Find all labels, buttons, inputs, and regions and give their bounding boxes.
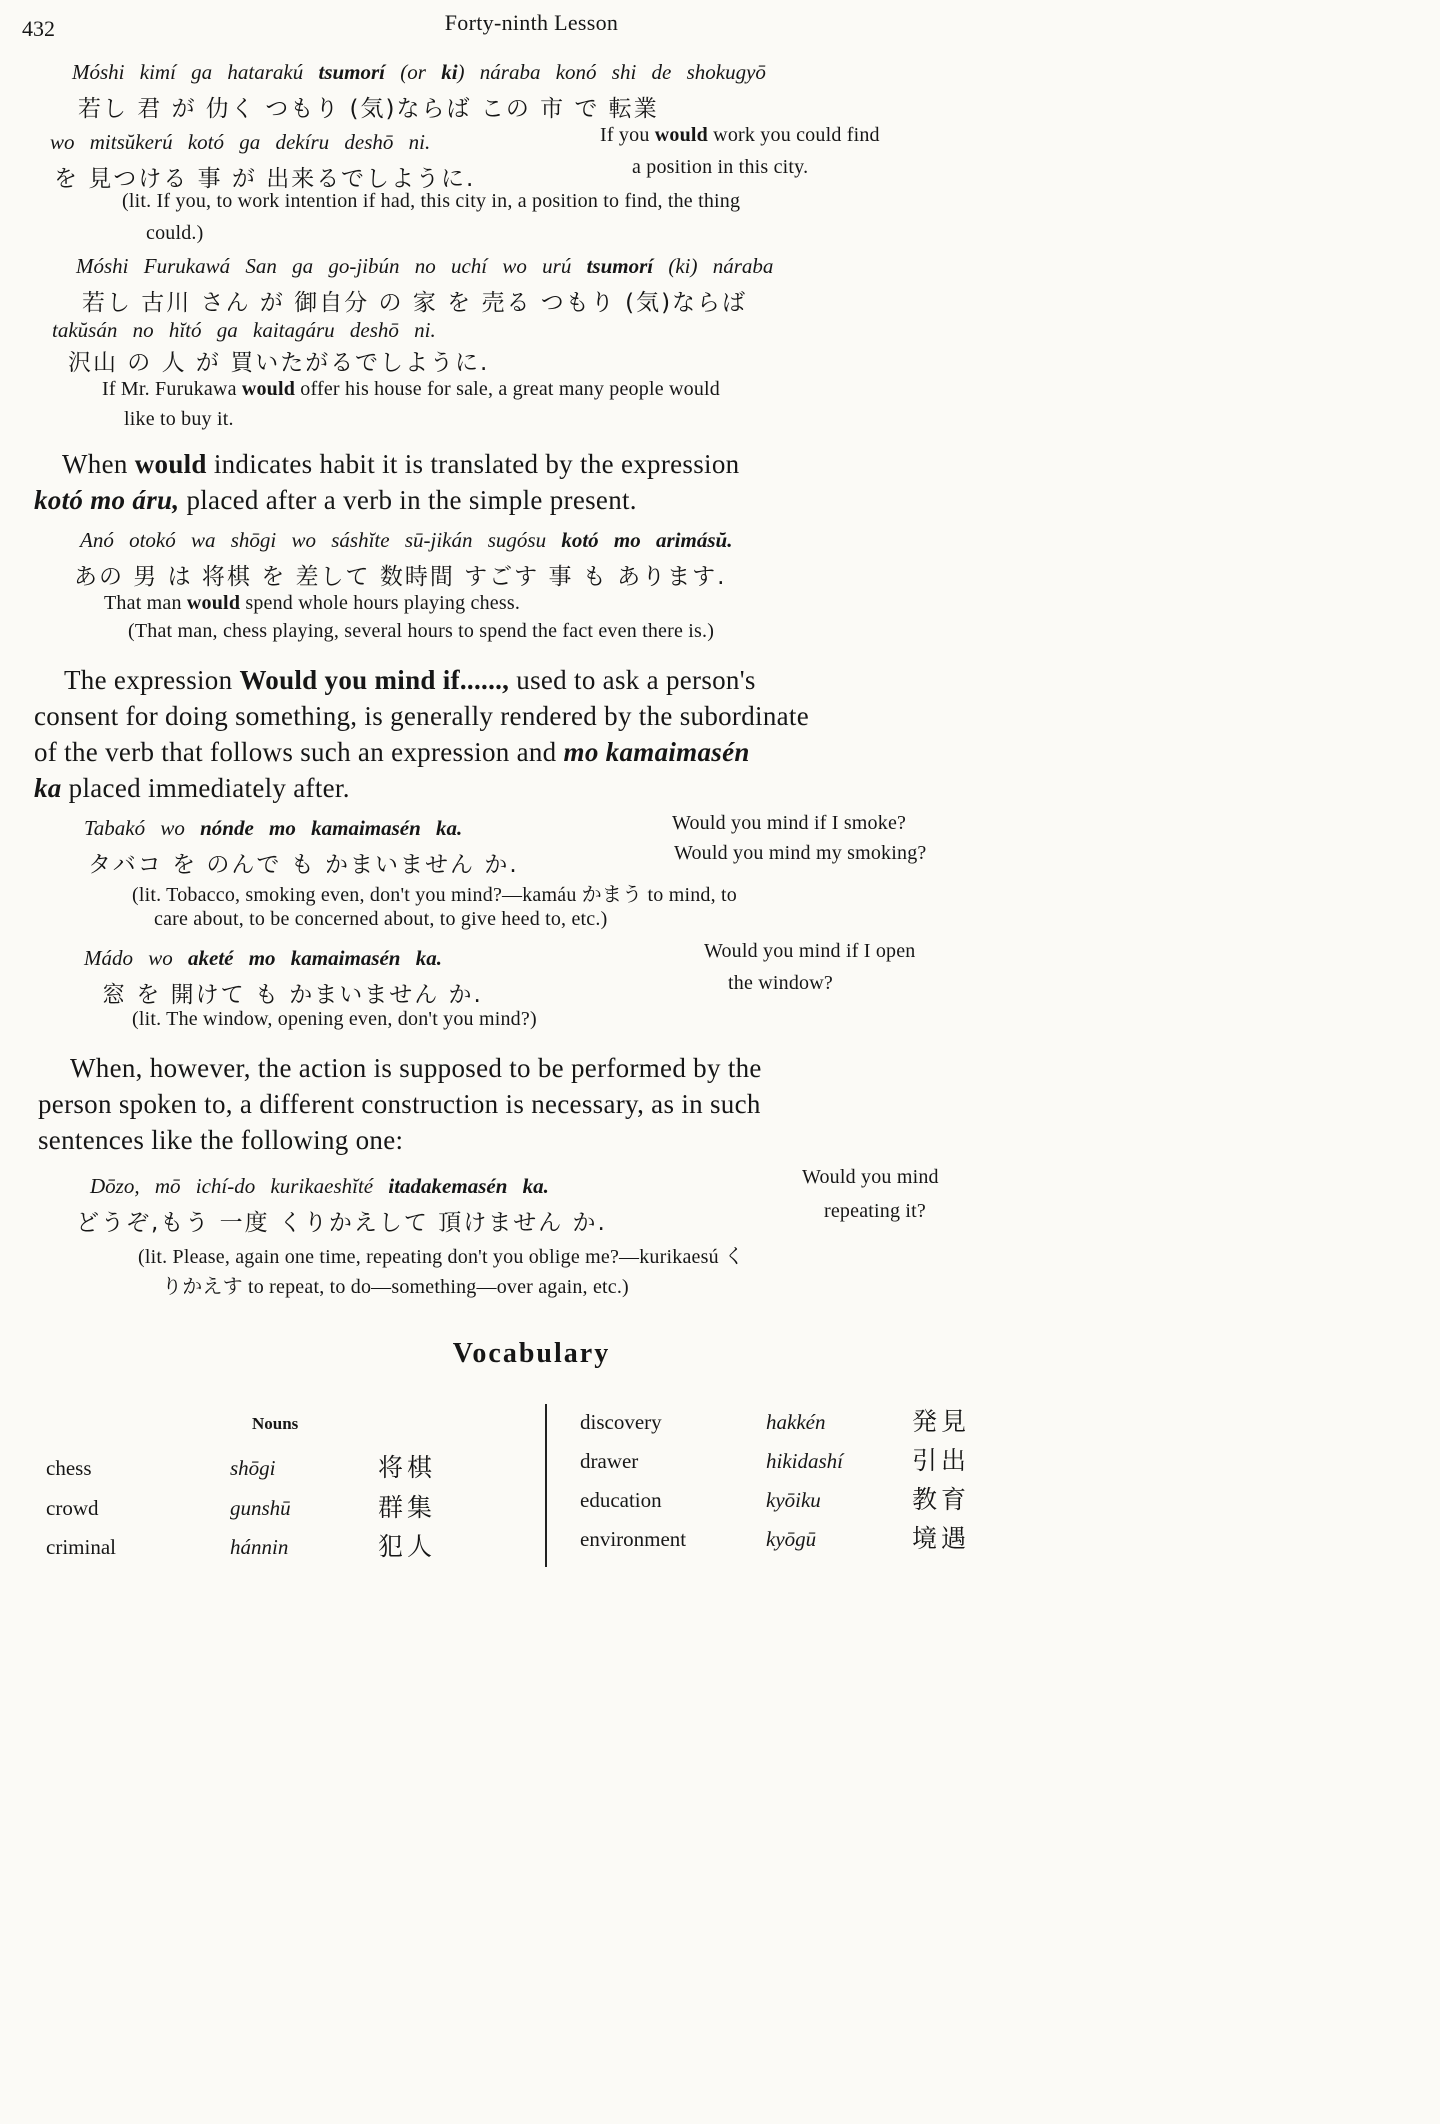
example-2-romaji-line-1	[76, 254, 773, 279]
nouns-header: Nouns	[252, 1414, 299, 1433]
example-3-translation	[104, 592, 520, 615]
romaji-text: (ki) náraba	[653, 254, 774, 278]
keyword: mo kamaimasén	[563, 737, 750, 767]
paragraph-line: consent for doing something, is generally rendered by the subordinate	[34, 701, 809, 731]
example-6-literal-1: (lit. Please, again one time, repeating don't you oblige me?—kurikaesú く	[138, 1246, 745, 1268]
example-4-japanese: タバコ を のんで も かまいません か.	[88, 852, 519, 878]
paragraph-line	[34, 734, 1034, 770]
vocab-english: crowd	[46, 1496, 99, 1520]
vocab-kanji: 発見	[912, 1407, 971, 1436]
paragraph-text: of the verb that follows such an expression and	[34, 737, 564, 767]
vocabulary-divider	[545, 1404, 547, 1567]
paragraph-line	[62, 446, 1022, 482]
paragraph-habit	[34, 446, 1022, 518]
vocab-english: environment	[580, 1527, 687, 1551]
vocab-kanji: 群集	[378, 1493, 437, 1522]
keyword: would	[186, 592, 241, 614]
paragraph-line: When, however, the action is supposed to be performed by the	[70, 1053, 762, 1083]
example-3-literal: (That man, chess playing, several hours to spend the fact even there is.)	[128, 620, 715, 642]
keyword: Would you mind if......,	[239, 665, 510, 695]
translation-text: That man	[104, 592, 187, 614]
example-1-japanese-line-2: を 見つける 事 が 出来るでしように.	[54, 166, 476, 192]
example-4-romaji	[84, 816, 462, 841]
page-number: 432	[22, 16, 55, 41]
example-4-translation-1: Would you mind if I smoke?	[672, 812, 907, 834]
example-1-romaji-line-1	[72, 60, 766, 85]
example-2-romaji-line-2: takŭsán no hĭtó ga kaitagáru deshō ni.	[52, 318, 436, 342]
keyword: aketé mo kamaimasén ka.	[188, 946, 442, 970]
romaji-text: (or	[385, 60, 442, 84]
keyword: kotó mo áru,	[34, 485, 180, 515]
example-6-literal-2: りかえす to repeat, to do—something—over again, etc.)	[162, 1276, 629, 1298]
example-5-japanese: 窓 を 開けて も かまいません か.	[102, 982, 483, 1008]
romaji-text: Anó otokó wa shōgi wo sáshĭte sū-jikán sugósu	[80, 528, 562, 552]
keyword: ki	[441, 60, 458, 84]
vocab-romaji: hikidashí	[766, 1449, 843, 1473]
keyword: ka	[34, 773, 62, 803]
example-6-translation-1: Would you mind	[802, 1166, 939, 1188]
vocab-romaji: kyōiku	[766, 1488, 821, 1512]
vocab-kanji: 犯人	[378, 1532, 437, 1561]
example-4-literal-2: care about, to be concerned about, to give heed to, etc.)	[154, 908, 608, 930]
example-6-japanese: どうぞ,もう 一度 くりかえして 頂けません か.	[76, 1210, 607, 1236]
vocab-english: education	[580, 1488, 662, 1512]
example-1-translation-line-2: a position in this city.	[632, 156, 809, 178]
example-3-japanese: あの 男 は 将棋 を 差して 数時間 すごす 事 も あります.	[74, 564, 727, 590]
example-4-translation-2: Would you mind my smoking?	[674, 842, 927, 864]
example-3-romaji	[80, 528, 732, 553]
paragraph-would-you-mind	[34, 662, 1034, 806]
paragraph-text: used to ask a person's	[509, 665, 756, 695]
romaji-text: Móshi Furukawá San ga go-jibún no uchí wo urú	[76, 254, 587, 278]
translation-text: offer his house for sale, a great many people would	[295, 378, 720, 400]
paragraph-text: placed after a verb in the simple present.	[179, 485, 637, 515]
paragraph-text: placed immediately after.	[61, 773, 350, 803]
keyword: would	[134, 449, 207, 479]
paragraph-line: sentences like the following one:	[38, 1125, 404, 1155]
example-5-translation-2: the window?	[728, 972, 833, 994]
example-2-translation-line-2: like to buy it.	[124, 408, 234, 430]
example-5-romaji	[84, 946, 442, 971]
example-5-literal: (lit. The window, opening even, don't you mind?)	[132, 1008, 537, 1030]
example-1-literal-line-1: (lit. If you, to work intention if had, this city in, a position to find, the thing	[122, 190, 741, 212]
vocab-english: drawer	[580, 1449, 639, 1473]
keyword: nónde mo kamaimasén ka.	[200, 816, 463, 840]
translation-text: spend whole hours playing chess.	[240, 592, 521, 614]
romaji-text: Mádo wo	[84, 946, 188, 970]
example-4-literal-1: (lit. Tobacco, smoking even, don't you mind?—kamáu かまう to mind, to	[132, 884, 737, 906]
vocab-romaji: hánnin	[230, 1535, 289, 1559]
romaji-text: ) náraba konó shi de shokugyō	[457, 60, 766, 84]
keyword: tsumorí	[586, 254, 654, 278]
keyword: itadakemasén ka.	[388, 1174, 549, 1198]
romaji-text: Tabakó wo	[84, 816, 201, 840]
keyword: kotó mo arimásŭ.	[561, 528, 733, 552]
keyword: would	[241, 378, 296, 400]
paragraph-text: When	[62, 449, 135, 479]
vocab-english: chess	[46, 1456, 92, 1480]
paragraph-different-construction	[38, 1050, 1038, 1158]
translation-text: work you could find	[707, 124, 880, 146]
running-head: Forty-ninth Lesson	[444, 10, 619, 35]
example-2-japanese-line-2: 沢山 の 人 が 買いたがるでしように.	[68, 350, 490, 376]
paragraph-line: person spoken to, a different construction is necessary, as in such	[38, 1089, 761, 1119]
translation-text: If you	[600, 124, 655, 146]
vocab-romaji: shōgi	[230, 1456, 276, 1480]
example-1-translation-line-1	[600, 124, 880, 147]
paragraph-text: The expression	[64, 665, 240, 695]
romaji-text: Dōzo, mō ichí-do kurikaeshĭté	[90, 1174, 389, 1198]
example-6-translation-2: repeating it?	[824, 1200, 926, 1222]
translation-text: If Mr. Furukawa	[102, 378, 242, 400]
vocab-english: discovery	[580, 1410, 662, 1434]
example-2-translation-line-1	[102, 378, 720, 401]
paragraph-text: indicates habit it is translated by the expression	[206, 449, 740, 479]
example-2-japanese-line-1: 若し 古川 さん が 御自分 の 家 を 売る つもり (気)ならば	[82, 290, 748, 316]
paragraph-line	[34, 770, 1034, 806]
vocab-english: criminal	[46, 1535, 116, 1559]
example-5-translation-1: Would you mind if I open	[704, 940, 916, 962]
vocab-kanji: 境遇	[912, 1524, 971, 1553]
vocab-romaji: hakkén	[766, 1410, 826, 1434]
vocab-romaji: kyōgū	[766, 1527, 817, 1551]
vocab-kanji: 教育	[912, 1485, 971, 1514]
paragraph-line	[34, 482, 1022, 518]
example-1-romaji-line-2: wo mitsŭkerú kotó ga dekíru deshō ni.	[50, 130, 431, 154]
vocab-kanji: 引出	[912, 1446, 971, 1475]
paragraph-line	[64, 662, 1034, 698]
example-6-romaji	[90, 1174, 549, 1199]
example-1-japanese-line-1: 若し 君 が 仂く つもり (気)ならば この 市 で 転業	[78, 96, 659, 122]
keyword: tsumorí	[318, 60, 386, 84]
vocab-kanji: 将棋	[378, 1453, 437, 1482]
romaji-text: Móshi kimí ga hatarakú	[72, 60, 319, 84]
vocab-romaji: gunshū	[230, 1496, 291, 1520]
keyword: would	[654, 124, 708, 146]
vocabulary-title: Vocabulary	[452, 1338, 611, 1369]
example-1-literal-line-2: could.)	[146, 222, 204, 244]
